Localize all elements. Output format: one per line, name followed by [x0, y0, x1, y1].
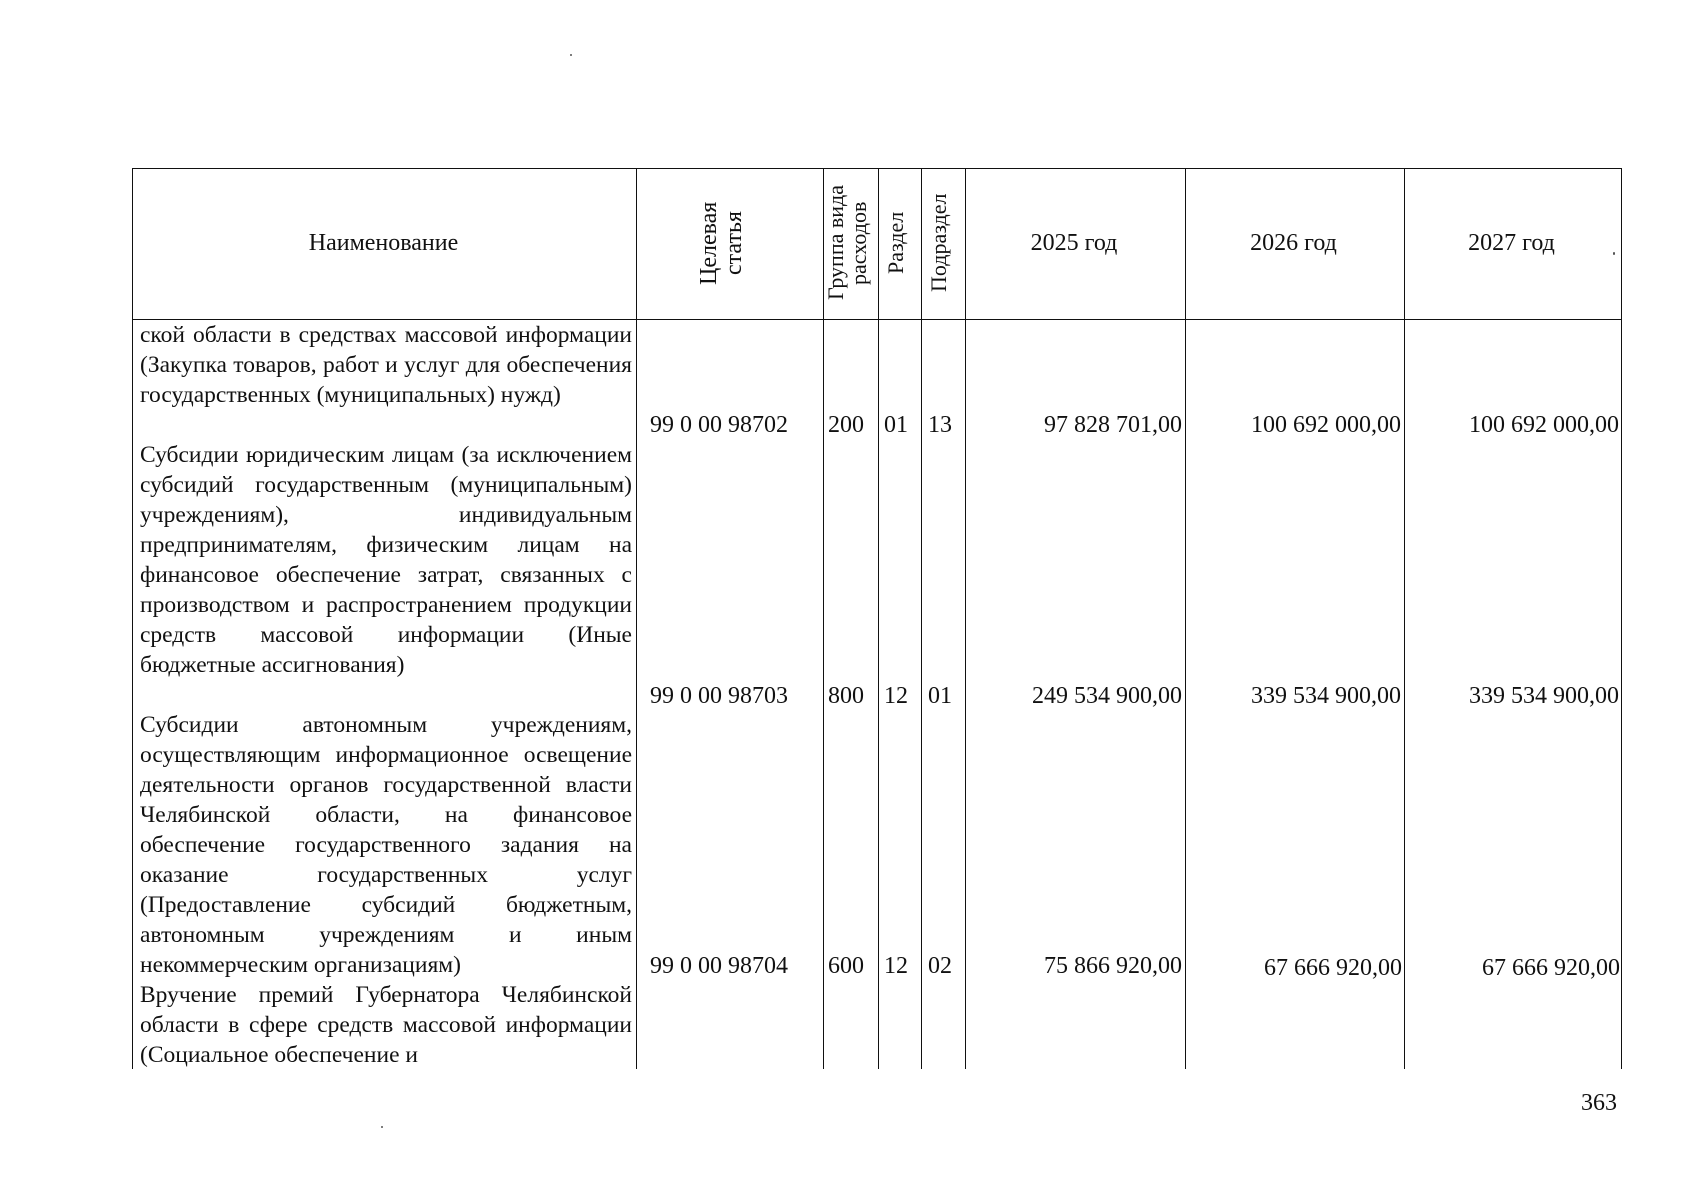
header-year-2027-label: 2027 год [1468, 229, 1555, 256]
row-amount-2027: 339 534 900,00 [1469, 683, 1619, 709]
row-name: Вручение премий Губернатора Челябинской области в сфере средств массовой информации (Социальное обеспечение и [140, 982, 632, 1068]
row-amount-2026: 339 534 900,00 [1251, 683, 1401, 709]
row-amount-2026: 100 692 000,00 [1251, 412, 1401, 438]
header-year-2025-label: 2025 год [1030, 229, 1118, 256]
header-year-2026 [1184, 168, 1403, 318]
row-amount-2026: 67 666 920,00 [1264, 955, 1402, 981]
row-code: 99 0 00 98703 [650, 683, 788, 709]
header-year-2027 [1403, 168, 1620, 318]
row-section: 12 [884, 683, 908, 709]
row-name: Субсидии автономным учреждениям, осуществляющим информационное освещение деятельности органов государственной власти Челябинской области, на финансовое обеспечение государственного задания на оказание государственных услуг (Предоставление субсидий бюджетным, автономным учреждениям и иным некоммерческим организациям) [140, 712, 632, 978]
row-name: ской области в средствах массовой информации (Закупка товаров, работ и услуг для обеспечения государственных (муниципальных) нужд) [140, 322, 632, 408]
header-subsection [920, 168, 964, 318]
header-target-article [635, 168, 822, 318]
row-section: 01 [884, 412, 908, 438]
row-amount-2025: 249 534 900,00 [1032, 683, 1182, 709]
header-name [132, 168, 635, 318]
row-name: Субсидии юридическим лицам (за исключением субсидий государственным (муниципальным) учреждениям), индивидуальным предпринимателям, физическим лицам на финансовое обеспечение затрат, связанных с производством и распространением продукции средств массовой информации (Иные бюджетные ассигнования) [140, 442, 632, 678]
row-code: 99 0 00 98704 [650, 953, 788, 979]
row-section: 12 [884, 953, 908, 979]
header-section [877, 168, 920, 318]
row-subsection: 02 [928, 953, 952, 979]
row-code: 99 0 00 98702 [650, 412, 788, 438]
row-amount-2027: 100 692 000,00 [1469, 412, 1619, 438]
header-section-label: Раздел [882, 211, 908, 275]
header-name-label: Наименование [308, 229, 459, 256]
row-group: 200 [828, 412, 864, 438]
row-amount-2025: 75 866 920,00 [1044, 953, 1182, 979]
header-year-2025 [964, 168, 1184, 318]
header-subsection-label: Подраздел [926, 193, 951, 293]
row-amount-2025: 97 828 701,00 [1044, 412, 1182, 438]
scan-speck [381, 1126, 383, 1128]
scan-speck [570, 54, 572, 56]
header-expense-group [822, 168, 877, 318]
header-target-article-label: Целевая статья [695, 201, 747, 285]
header-expense-group-label: Группа вида расходов [822, 185, 871, 301]
row-subsection: 13 [928, 412, 952, 438]
row-group: 600 [828, 953, 864, 979]
row-group: 800 [828, 683, 864, 709]
row-subsection: 01 [928, 683, 952, 709]
page-number: 363 [1581, 1090, 1617, 1116]
row-amount-2027: 67 666 920,00 [1482, 955, 1620, 981]
header-year-2026-label: 2026 год [1250, 229, 1337, 256]
